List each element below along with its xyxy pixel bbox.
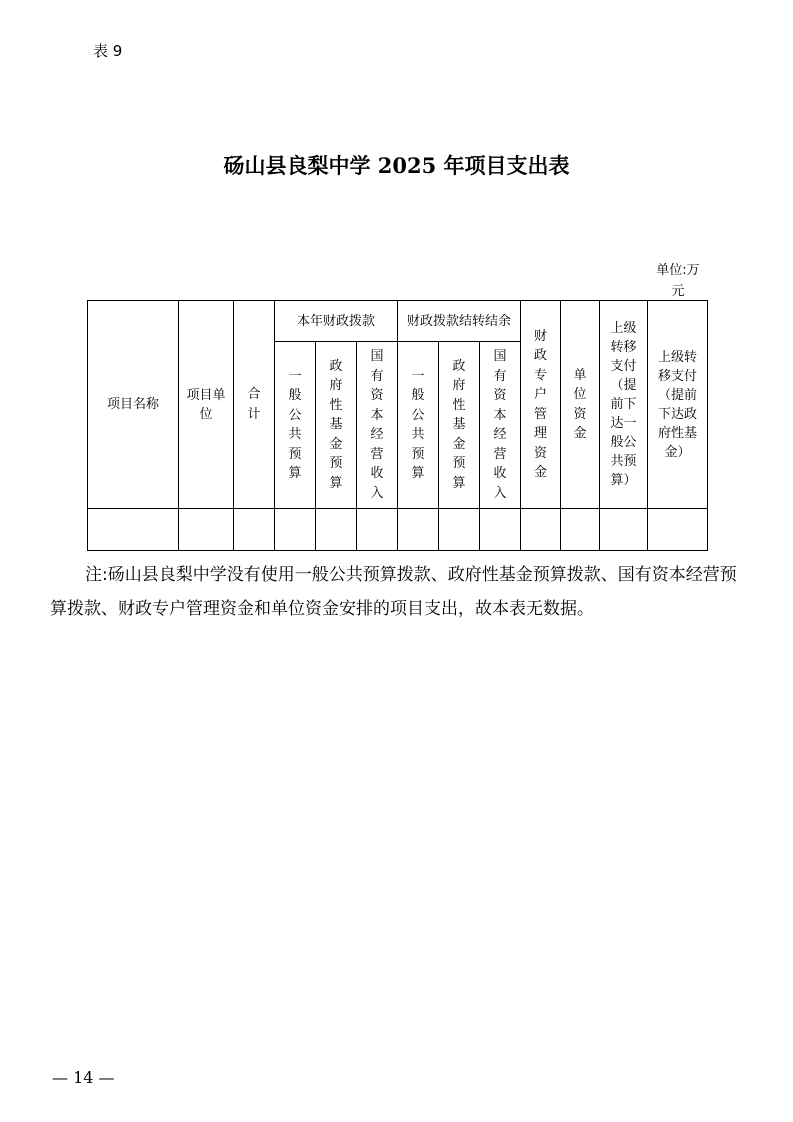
page-number: — 14 —: [52, 1068, 115, 1087]
subheader-carryover-state-capital: 国有资本经营收入: [480, 342, 521, 509]
header-project-unit: 项目单位: [179, 301, 234, 509]
table-cell: [648, 509, 708, 551]
table-cell: [179, 509, 234, 551]
unit-label: 单位:万元: [656, 263, 700, 299]
table-cell: [88, 509, 179, 551]
project-expense-table: [87, 300, 708, 551]
table-cell: [357, 509, 398, 551]
table-cell: [480, 509, 521, 551]
header-transfer-general-budget: 上级转移支付（提前下达一般公共预算）: [600, 301, 648, 509]
subheader-state-capital: 国有资本经营收入: [357, 342, 398, 509]
document-title: 砀山县良梨中学 2025 年项目支出表: [223, 153, 570, 178]
subheader-carryover-general-budget: 一般公共预算: [398, 342, 439, 509]
subheader-carryover-gov-fund: 政府性基金预算: [439, 342, 480, 509]
subheader-gov-fund: 政府性基金预算: [316, 342, 357, 509]
table-cell: [398, 509, 439, 551]
table-row: [88, 509, 708, 551]
table-note: 注:砀山县良梨中学没有使用一般公共预算拨款、政府性基金预算拨款、国有资本经营预算拨款、财政专户管理资金和单位资金安排的项目支出，故本表无数据。: [50, 565, 737, 619]
table-cell: [600, 509, 648, 551]
header-unit-fund: 单位资金: [561, 301, 600, 509]
table-cell: [561, 509, 600, 551]
header-transfer-gov-fund: 上级转移支付（提前下达政府性基金）: [648, 301, 708, 509]
table-cell: [234, 509, 275, 551]
header-total: 合计: [234, 301, 275, 509]
header-project-name: 项目名称: [88, 301, 179, 509]
table-label: 表 9: [93, 42, 123, 60]
subheader-general-budget: 一般公共预算: [275, 342, 316, 509]
header-carryover-balance: 财政拨款结转结余: [398, 301, 521, 342]
header-current-year-allocation: 本年财政拨款: [275, 301, 398, 342]
table-cell: [316, 509, 357, 551]
table-cell: [439, 509, 480, 551]
header-special-account-fund: 财政专户管理资金: [521, 301, 561, 509]
table-cell: [275, 509, 316, 551]
table-cell: [521, 509, 561, 551]
